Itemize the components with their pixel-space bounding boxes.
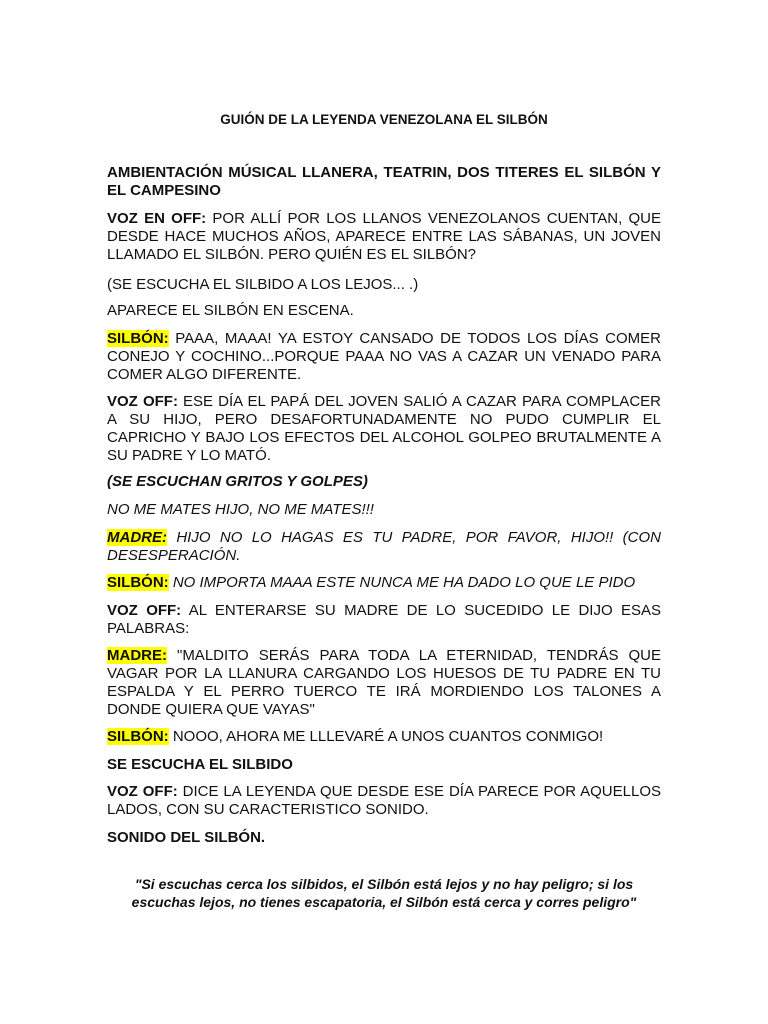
paragraph-text: DICE LA LEYENDA QUE DESDE ESE DÍA PARECE POR AQUELLOS LADOS, CON SU CARACTERISTICO SONIDO. xyxy=(107,783,661,818)
paragraph-text: HIJO NO LO HAGAS ES TU PADRE, POR FAVOR, HIJO!! (CON DESESPERACIÓN. xyxy=(107,529,661,564)
paragraph-voz-off-1 xyxy=(107,393,661,465)
speaker-label-highlighted: SILBÓN: xyxy=(107,574,169,591)
stage-direction-sound: SONIDO DEL SILBÓN. xyxy=(107,829,266,846)
paragraph-text: "MALDITO SERÁS PARA TODA LA ETERNIDAD, TENDRÁS QUE VAGAR POR LA LLANURA CARGANDO LOS HUESOS DE TU PADRE EN TU ESPALDA Y EL PERRO TUERCO TE IRÁ MORDIENDO LOS TALONES A DONDE QUIERA QUE VAYAS" xyxy=(107,647,661,718)
paragraph-silbon-3 xyxy=(107,728,661,746)
paragraph-madre-1 xyxy=(107,529,661,565)
paragraph-text: NO IMPORTA MAAA ESTE NUNCA ME HA DADO LO QUE LE PIDO xyxy=(168,574,636,591)
paragraph-text: NOOO, AHORA ME LLLEVARÉ A UNOS CUANTOS CONMIGO! xyxy=(168,728,604,745)
speaker-label-highlighted: SILBÓN: xyxy=(107,330,169,347)
document-title: GUIÓN DE LA LEYENDA VENEZOLANA EL SILBÓN xyxy=(220,112,548,127)
paragraph-silbon-1 xyxy=(107,330,661,384)
paragraph-text: PAAA, MAAA! YA ESTOY CANSADO DE TODOS LOS DÍAS COMER CONEJO Y COCHINO...PORQUE PAAA NO VAS A CAZAR UN VENADO PARA COMER ALGO DIFERENTE. xyxy=(107,330,661,383)
speaker-label: VOZ OFF: xyxy=(107,393,178,410)
closing-quote: "Si escuchas cerca los silbidos, el Silbón está lejos y no hay peligro; si los escuchas lejos, no tienes escapatoria, el Silbón está cerca y corres peligro" xyxy=(131,876,637,910)
paragraph-text: POR ALLÍ POR LOS LLANOS VENEZOLANOS CUENTAN, QUE DESDE HACE MUCHOS AÑOS, APARECE ENTRE LAS SÁBANAS, UN JOVEN LLAMADO EL SILBÓN. PERO QUIÉN ES EL SILBÓN? xyxy=(107,210,662,263)
paragraph-voz-en-off-1 xyxy=(107,210,661,264)
paragraph-madre-2 xyxy=(107,647,661,719)
speaker-label: VOZ OFF: xyxy=(107,783,178,800)
speaker-label-highlighted: MADRE: xyxy=(107,529,167,546)
setting-line: AMBIENTACIÓN MÚSICAL LLANERA, TEATRIN, DOS TITERES EL SILBÓN Y EL CAMPESINO xyxy=(107,164,661,199)
speaker-label-highlighted: SILBÓN: xyxy=(107,728,169,745)
speaker-label: VOZ EN OFF: xyxy=(107,210,207,227)
stage-direction-appears: APARECE EL SILBÓN EN ESCENA. xyxy=(107,302,354,319)
paragraph-text: AL ENTERARSE SU MADRE DE LO SUCEDIDO LE DIJO ESAS PALABRAS: xyxy=(107,602,661,637)
paragraph-text: ESE DÍA EL PAPÁ DEL JOVEN SALIÓ A CAZAR PARA COMPLACER A SU HIJO, PERO DESAFORTUNADAMENTE NO PUDO CUMPLIR EL CAPRICHO Y BAJO LOS EFECTOS DEL ALCOHOL GOLPEO BRUTALMENTE A SU PADRE Y LO MATÓ. xyxy=(107,393,661,464)
paragraph-voz-off-3 xyxy=(107,783,661,819)
stage-direction-whistle: (SE ESCUCHA EL SILBIDO A LOS LEJOS... .) xyxy=(107,276,419,293)
father-line: NO ME MATES HIJO, NO ME MATES!!! xyxy=(107,501,374,518)
speaker-label-highlighted: MADRE: xyxy=(107,647,167,664)
paragraph-voz-off-2 xyxy=(107,602,661,638)
stage-direction-whistle-2: SE ESCUCHA EL SILBIDO xyxy=(107,756,293,773)
paragraph-silbon-2 xyxy=(107,574,661,592)
stage-direction-screams: (SE ESCUCHAN GRITOS Y GOLPES) xyxy=(107,473,368,490)
speaker-label: VOZ OFF: xyxy=(107,602,182,619)
